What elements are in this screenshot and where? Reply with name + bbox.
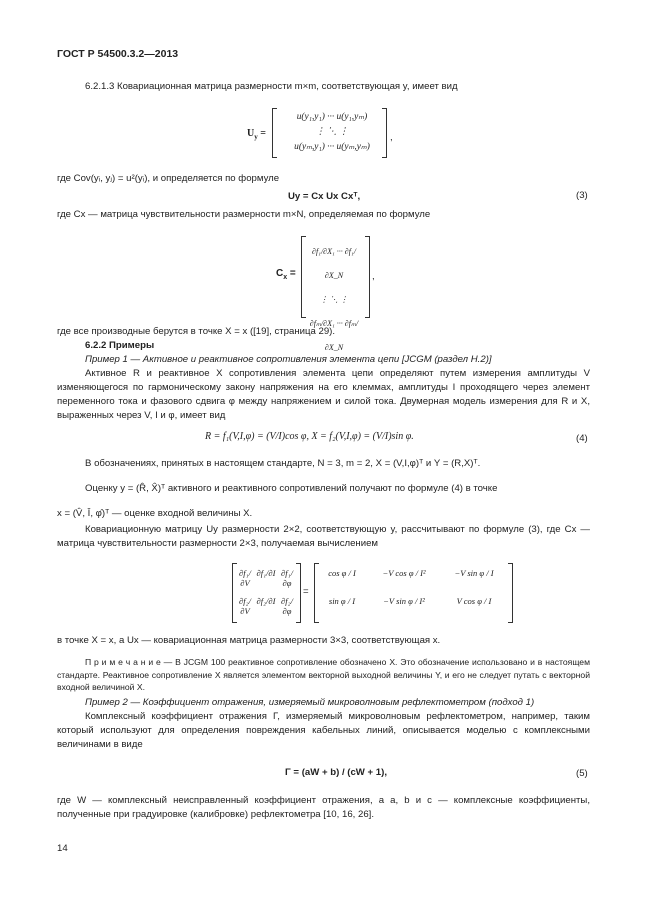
sens-r-22: −V sin φ / I² <box>383 596 425 606</box>
sens-l-23: ∂f₂/∂φ <box>281 596 293 616</box>
uy-bracket-left <box>272 108 277 158</box>
sens-l-11: ∂f₁/∂V <box>239 568 251 588</box>
equation-3-number: (3) <box>576 190 588 201</box>
note-text: П р и м е ч а н и е — В JCGM 100 реактивное сопротивление обозначено X. Это обозначение использовано и в настоящем стандарте. Реактивное сопротивление X является элементом векторной выходной величины Y, и его не следует путать с векторной входной величиной X. <box>57 657 590 692</box>
cov-definition: где Cov(yᵢ, yⱼ) = u²(yᵢ), и определяется по формуле <box>57 173 280 184</box>
sens-l-21: ∂f₂/∂V <box>239 596 251 616</box>
example-2-paragraph: Комплексный коэффициент отражения Γ, измеряемый микроволновым рефлектометром, например, таким который используют для определения повреждения кабельных линий, описывается моделью с комплексными величинами в виде <box>57 711 590 750</box>
document-header: ГОСТ Р 54500.3.2—2013 <box>57 48 179 60</box>
covariance-paragraph: Ковариационную матрицу Uy размерности 2×2, соответствующую y, рассчитывают по формуле (3), где Cx — матрица чувствительности размерности 2×3, получаемая вычислением <box>57 524 590 549</box>
after-matrix-text: в точке X = x, а Ux — ковариационная матрица размерности 3×3, соответствующая x. <box>57 635 441 646</box>
sens-l-22: ∂f₂/∂I <box>256 596 276 606</box>
cx-label: $C_x$ = <box>276 268 296 281</box>
sens-l-12: ∂f₁/∂I <box>256 568 276 578</box>
example-1-paragraph: Активное R и реактивное X сопротивления элемента цепи определяют путем измерения амплитуды V изменяющегося по гармоническому закону напряжения на его клеммах, амплитуды I проходящего через элемент переменного тока и фазового сдвига φ между напряжением и силой тока. Двумерная модель измерения для R и X, выраженных через V, I и φ, имеет вид <box>57 368 590 421</box>
sens-l-13: ∂f₁/∂φ <box>281 568 293 588</box>
cx-definition: где Cx — матрица чувствительности размерности m×N, определяемая по формуле <box>57 209 431 220</box>
equation-4: R = f₁(V,I,φ) = (V/I)cos φ, X = f₂(V,I,φ) = (V/I)sin φ. <box>205 431 414 442</box>
derivatives-point: где все производные берутся в точке X = x ([19], страница 29). <box>57 326 336 337</box>
sens-r-21: sin φ / I <box>328 596 356 606</box>
uy-label: $U_y$ = <box>247 128 266 141</box>
example-2-conclusion: где W — комплексный неисправленный коэффициент отражения, а a, b и c — комплексные коэффициенты, полученные при градуировке (калибровке) рефлектометра [10, 16, 26]. <box>57 795 590 820</box>
sens-equals: = <box>303 586 309 597</box>
estimate-text-a: Оценку y = (R̂, X̂)ᵀ активного и реактивного сопротивлений получают по формуле (4) в точке <box>85 483 498 494</box>
equation-5: Γ = (aW + b) / (cW + 1), <box>285 767 387 778</box>
sens-r-12: −V cos φ / I² <box>382 568 426 578</box>
cx-comma: , <box>372 271 375 282</box>
sens-r-11: cos φ / I <box>328 568 356 578</box>
page-number: 14 <box>57 843 68 854</box>
example-1-title: Пример 1 — Активное и реактивное сопротивления элемента цепи [JCGM (раздел H.2)] <box>85 354 492 365</box>
cx-bracket-right <box>365 236 370 318</box>
uy-comma: , <box>390 132 393 143</box>
sens-r-13: −V sin φ / I <box>454 568 494 578</box>
sens-right-bracket-r <box>508 563 513 623</box>
sens-r-23: V cos φ / I <box>456 596 492 606</box>
estimate-text-b: x = (V̂, Î, φ̂)ᵀ — оценке входной величины X. <box>57 508 253 519</box>
equation-4-number: (4) <box>576 433 588 444</box>
equation-3: Uy = Cx Ux Cxᵀ, <box>288 191 361 202</box>
example-2-title: Пример 2 — Коэффициент отражения, измеряемый микроволновым рефлектометром (подход 1) <box>85 697 535 708</box>
cx-matrix-body: ∂f₁/∂X₁ ··· ∂f₁/∂X_N ⋮ ⋱ ⋮ ∂fₘ/∂X₁ ··· ∂fₘ/∂X_N <box>309 247 359 352</box>
uy-bracket-right <box>382 108 387 158</box>
notation-text: В обозначениях, принятых в настоящем стандарте, N = 3, m = 2, X = (V,I,φ)ᵀ и Y = (R,X)ᵀ. <box>85 458 481 469</box>
uy-matrix-body: u(y₁,y₁) ··· u(y₁,yₘ) ⋮ ⋱ ⋮ u(yₘ,y₁) ··· u(yₘ,yₘ) <box>294 112 370 152</box>
equation-5-number: (5) <box>576 768 588 779</box>
section-622-heading: 6.2.2 Примеры <box>85 340 155 351</box>
section-6213-intro: 6.2.1.3 Ковариационная матрица размерности m×m, соответствующая y, имеет вид <box>85 81 458 92</box>
